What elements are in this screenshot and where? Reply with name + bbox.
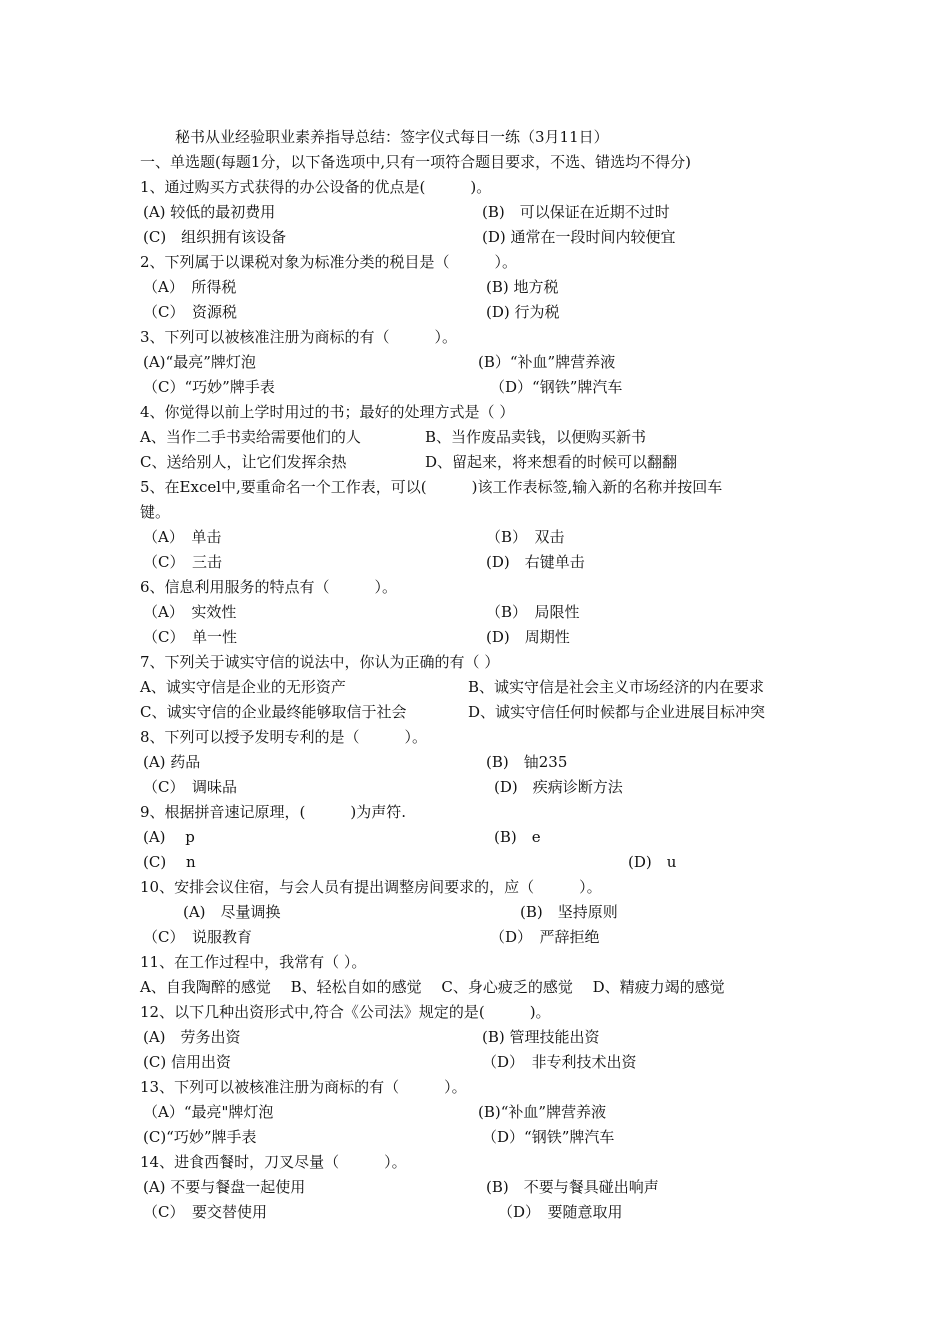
option-c: （C） 调味品 <box>143 778 237 796</box>
question-stem: 5、在Excel中,要重命名一个工作表，可以( )该工作表标签,输入新的名称并按回车 <box>140 478 723 496</box>
option-d: （D） 要随意取用 <box>498 1203 623 1221</box>
option-b: (B) 可以保证在近期不过时 <box>482 203 670 221</box>
option-c: C、诚实守信的企业最终能够取信于社会 <box>140 703 407 721</box>
question-stem: 1、通过购买方式获得的办公设备的优点是( )。 <box>140 178 492 196</box>
option-b: （B） 双击 <box>486 528 565 546</box>
question-stem: 9、根据拼音速记原理，( )为声符. <box>140 803 407 821</box>
option-d: (D) 疾病诊断方法 <box>494 778 623 796</box>
option-b: (B)“补血”牌营养液 <box>478 1103 607 1121</box>
option-d: （D）“钢铁”牌汽车 <box>490 378 623 396</box>
option-c: (C) n <box>143 853 196 871</box>
option-a: (A) 较低的最初费用 <box>143 203 276 221</box>
option-a: (A) 劳务出资 <box>143 1028 241 1046</box>
option-b: (B) e <box>494 828 541 846</box>
option-d: (D) 右键单击 <box>486 553 585 571</box>
option-d: (D) 行为税 <box>486 303 560 321</box>
question-stem: 8、下列可以授予发明专利的是（ ）。 <box>140 728 428 746</box>
option-d: （D） 非专利技术出资 <box>482 1053 637 1071</box>
option-b: (B) 不要与餐具碰出响声 <box>486 1178 659 1196</box>
option-a: A、诚实守信是企业的无形资产 <box>140 678 346 696</box>
option-d: (D) 周期性 <box>486 628 570 646</box>
option-a: A、当作二手书卖给需要他们的人 <box>140 428 361 446</box>
option-a: (A) 药品 <box>143 753 201 771</box>
option-b: （B） 局限性 <box>486 603 580 621</box>
option-a: (A) 尽量调换 <box>183 903 281 921</box>
option-a: （A） 实效性 <box>143 603 237 621</box>
question-stem-continued: 键。 <box>140 503 171 521</box>
option-c: （C） 说服教育 <box>143 928 252 946</box>
question-stem: 2、下列属于以课税对象为标准分类的税目是（ ）。 <box>140 253 518 271</box>
option-b: B、当作废品卖钱，以便购买新书 <box>425 428 647 446</box>
question-stem: 3、下列可以被核准注册为商标的有（ ）。 <box>140 328 458 346</box>
option-c: (C)“巧妙”牌手表 <box>143 1128 257 1146</box>
document-title: 秘书从业经验职业素养指导总结：签字仪式每日一练（3月11日） <box>175 128 609 146</box>
option-list: A、自我陶醉的感觉 B、轻松自如的感觉 C、身心疲乏的感觉 D、精疲力竭的感觉 <box>140 978 725 996</box>
question-stem: 11、在工作过程中，我常有（ ）。 <box>140 953 367 971</box>
option-b: (B) 坚持原则 <box>520 903 618 921</box>
question-stem: 13、下列可以被核准注册为商标的有（ ）。 <box>140 1078 467 1096</box>
option-d: （D）“钢铁”牌汽车 <box>482 1128 615 1146</box>
question-stem: 6、信息利用服务的特点有（ ）。 <box>140 578 398 596</box>
option-a: (A)“最亮”牌灯泡 <box>143 353 256 371</box>
option-b: B、诚实守信是社会主义市场经济的内在要求 <box>468 678 765 696</box>
option-d: （D） 严辞拒绝 <box>490 928 600 946</box>
option-a: （A）“最亮"牌灯泡 <box>143 1103 274 1121</box>
option-a: (A) 不要与餐盘一起使用 <box>143 1178 306 1196</box>
option-c: (C) 信用出资 <box>143 1053 231 1071</box>
option-a: (A) p <box>143 828 195 846</box>
question-stem: 10、安排会议住宿，与会人员有提出调整房间要求的，应（ ）。 <box>140 878 602 896</box>
option-b: (B) 铀235 <box>486 753 568 771</box>
option-c: （C） 单一性 <box>143 628 237 646</box>
option-c: （C） 资源税 <box>143 303 237 321</box>
option-b: (B) 管理技能出资 <box>482 1028 600 1046</box>
option-c: C、送给别人，让它们发挥余热 <box>140 453 347 471</box>
option-a: （A） 所得税 <box>143 278 237 296</box>
option-b: (B) 地方税 <box>486 278 559 296</box>
section-heading: 一、单选题(每题1分，以下备选项中,只有一项符合题目要求，不选、错选均不得分) <box>140 153 692 171</box>
option-d: (D) 通常在一段时间内较便宜 <box>482 228 676 246</box>
option-c: (C) 组织拥有该设备 <box>143 228 287 246</box>
option-b: (B）“补血”牌营养液 <box>478 353 616 371</box>
option-a: （A） 单击 <box>143 528 222 546</box>
question-stem: 14、进食西餐时，刀叉尽量（ ）。 <box>140 1153 407 1171</box>
option-d: D、留起来，将来想看的时候可以翻翻 <box>425 453 678 471</box>
option-c: （C） 三击 <box>143 553 222 571</box>
question-stem: 4、你觉得以前上学时用过的书；最好的处理方式是（ ） <box>140 403 515 421</box>
option-c: （C） 要交替使用 <box>143 1203 267 1221</box>
question-stem: 12、以下几种出资形式中,符合《公司法》规定的是( )。 <box>140 1003 551 1021</box>
option-d: (D) u <box>628 853 677 871</box>
question-stem: 7、下列关于诚实守信的说法中，你认为正确的有（ ） <box>140 653 500 671</box>
option-c: （C）“巧妙”牌手表 <box>143 378 275 396</box>
option-d: D、诚实守信任何时候都与企业进展目标冲突 <box>468 703 766 721</box>
